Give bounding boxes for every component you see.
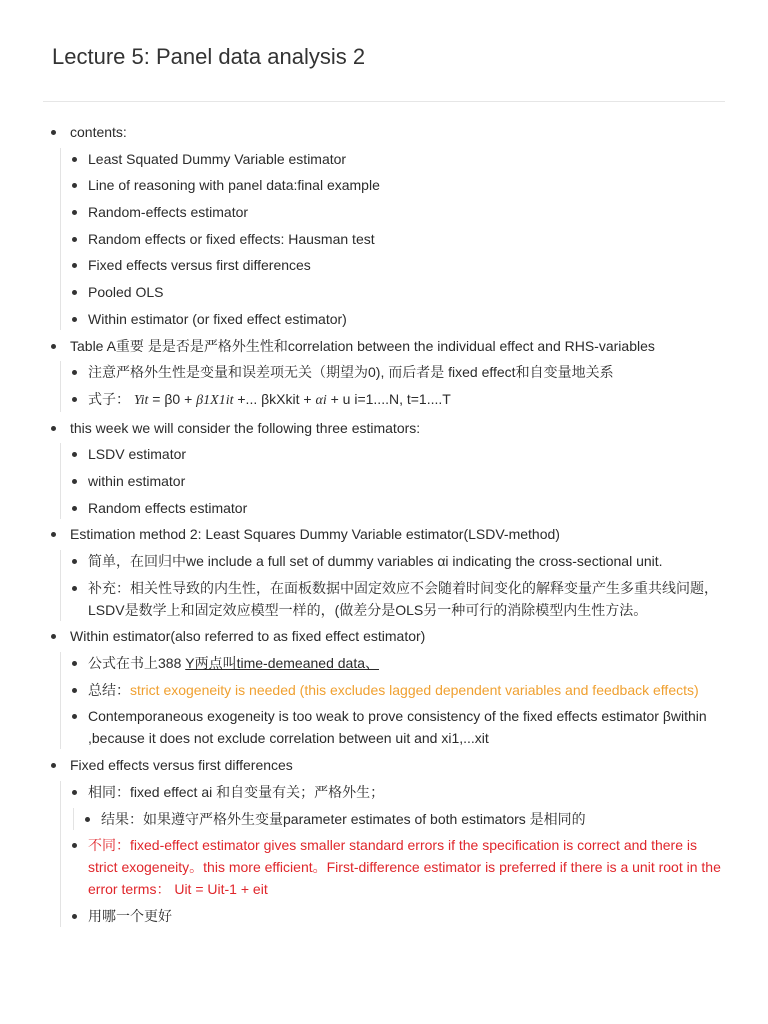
list-item: within estimator	[88, 470, 726, 492]
formula-b1x: β1X1it	[196, 392, 234, 408]
list-item: 注意严格外生性是变量和误差项无关（期望为0), 而后者是 fixed effect和自变量地关系	[88, 361, 726, 383]
highlight-item-red: 不同：fixed-effect estimator gives smaller standard errors if the specification is correct and there is strict exogeneity。this more efficient。First-difference estimator is preferred if there is a unit root in the error terms： Uit = Uit-1 + eit	[88, 834, 726, 900]
list-item-text: Within estimator(also referred to as fixed effect estimator)	[70, 628, 426, 645]
sub-list	[60, 652, 726, 749]
list-item-text: contents:	[70, 124, 127, 140]
underlined-text: Y两点叫time-demeaned data、	[185, 655, 380, 672]
list-item: 用哪一个更好	[88, 905, 726, 927]
list-item: Fixed effects versus first differences	[88, 254, 726, 276]
formula-part: = β0 +	[148, 390, 197, 407]
list-item: Random effects estimator	[88, 497, 726, 519]
sub-list	[60, 550, 726, 621]
list-item-text: Estimation method 2: Least Squares Dummy Variable estimator(LSDV-method)	[70, 526, 560, 543]
list-item	[88, 679, 726, 701]
text-part: 公式在书上388	[88, 655, 186, 672]
list-item: Line of reasoning with panel data:final example	[88, 174, 726, 196]
list-item: LSDV estimator	[88, 443, 726, 465]
list-item: Random effects or fixed effects: Hausman test	[88, 228, 726, 250]
list-item-text: 相同：fixed effect ai 和自变量有关；严格外生；	[88, 783, 385, 800]
document-body	[46, 121, 726, 932]
list-item: 简单，在回归中we include a full set of dummy variables αi indicating the cross-sectional unit.	[88, 550, 726, 572]
list-item-within	[46, 625, 726, 749]
formula-yit: Yit	[133, 392, 149, 408]
list-item: Random-effects estimator	[88, 201, 726, 223]
list-item: Least Squated Dummy Variable estimator	[88, 148, 726, 170]
list-item: Contemporaneous exogeneity is too weak to prove consistency of the fixed effects estimator βwithin ,because it does not exclude correlation between uit and xi1,...xit	[88, 705, 726, 749]
list-item-table-a	[46, 335, 726, 412]
list-item: 结果：如果遵守严格外生变量parameter estimates of both estimators 是相同的	[101, 808, 726, 830]
list-item-fe-vs-fd	[46, 754, 726, 927]
sub-list	[60, 781, 726, 927]
text-part: 总结：	[88, 681, 130, 698]
title-divider	[43, 101, 725, 102]
list-item-text: this week we will consider the following three estimators:	[70, 419, 421, 436]
list-item: 补充：相关性导致的内生性，在面板数据中固定效应不会随着时间变化的解释变量产生多重共线问题，LSDV是数学上和固定效应模型一样的，(做差分是OLS另一种可行的消除模型内生性方法。	[88, 577, 726, 621]
sub-list	[60, 443, 726, 518]
list-item-text: Fixed effects versus first differences	[70, 757, 293, 774]
list-item	[88, 781, 726, 830]
sub-list	[60, 361, 726, 412]
sub-list	[60, 148, 726, 330]
sub-sub-list	[73, 808, 726, 830]
list-item: Pooled OLS	[88, 281, 726, 303]
highlight-text-orange: strict exogeneity is needed (this excludes lagged dependent variables and feedback effects)	[130, 681, 699, 698]
formula-ai: αi	[315, 392, 327, 408]
list-item-text: Table A重要 是是否是严格外生性和correlation between the individual effect and RHS-variables	[70, 337, 655, 354]
bullet-list	[46, 121, 726, 927]
list-item: Within estimator (or fixed effect estimator)	[88, 308, 726, 330]
formula-part: +... βkXkit +	[233, 390, 316, 407]
formula-prefix: 式子：	[88, 390, 134, 407]
list-item-contents	[46, 121, 726, 330]
formula-item	[88, 388, 726, 412]
list-item	[88, 652, 726, 674]
formula-tail: + u i=1....N, t=1....T	[326, 390, 451, 407]
page-title: Lecture 5: Panel data analysis 2	[52, 44, 366, 69]
list-item-this-week	[46, 417, 726, 519]
list-item-lsdv	[46, 523, 726, 620]
